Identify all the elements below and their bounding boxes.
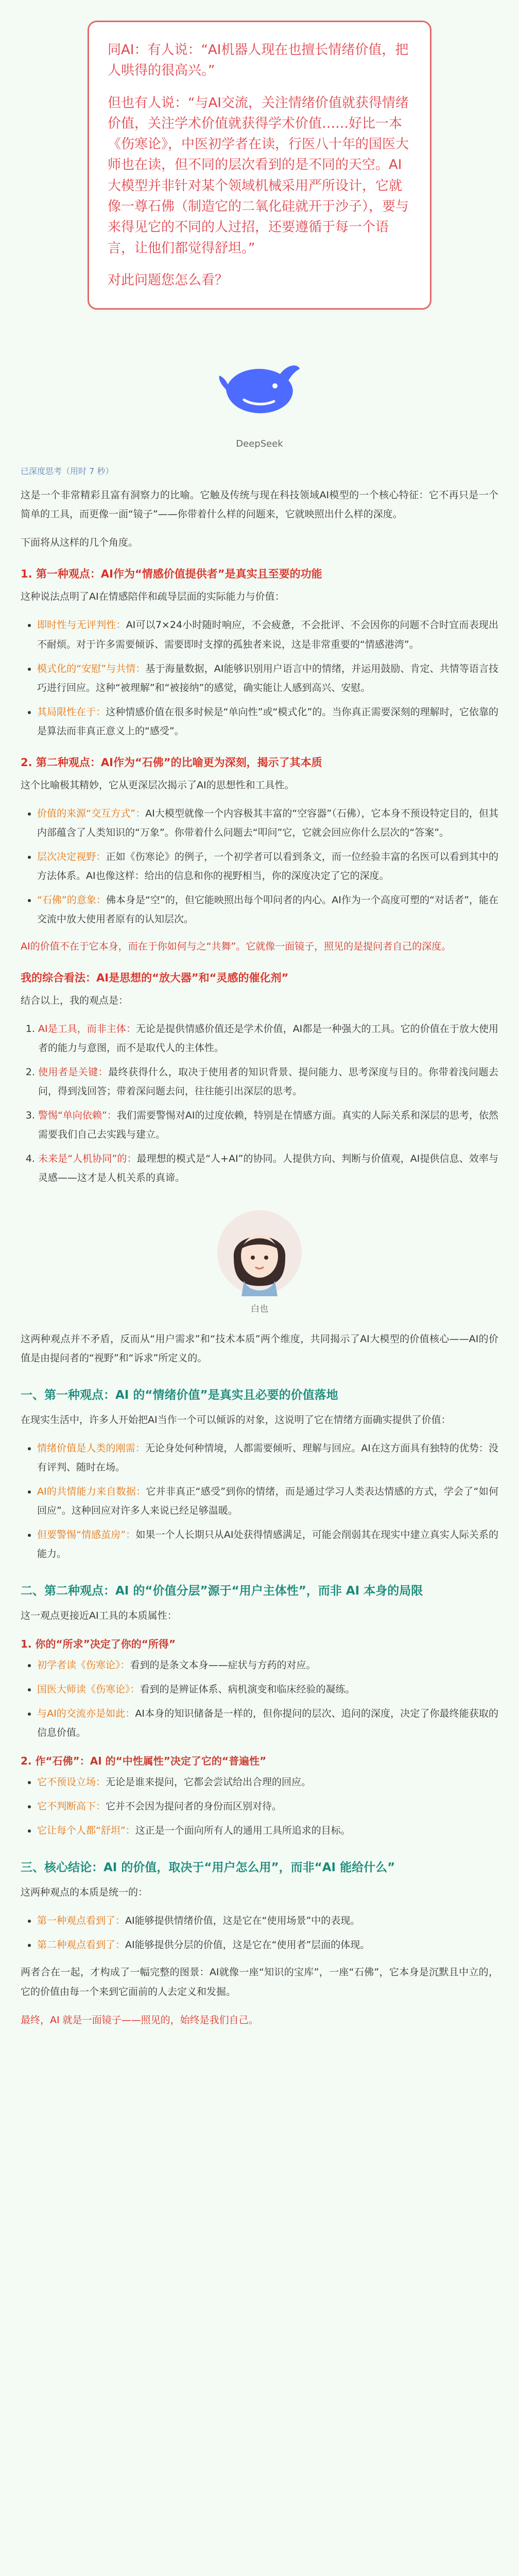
list-item: • 即时性与无评判性：AI可以7×24小时随时响应，不会疲惫，不会批评、不会因你的问题不合时宜而表现出不耐烦。对于许多需要倾诉、需要即时支撑的孤独者来说，这是非常重要的“情感港湾”。 xyxy=(37,616,498,654)
list-item: • 其局限性在于：这种情感价值在很多时候是“单向性”或“模式化”的。当你真正需要深刻的理解时，它依靠的是算法而非真正意义上的“感受”。 xyxy=(37,703,498,741)
paragraph: 两者合在一起，才构成了一幅完整的图景：AI就像一座“知识的宝库”，一座“石佛”，它本身是沉默且中立的，它的价值由每一个来到它面前的人去定义和发掘。 xyxy=(21,1967,498,1997)
list-item: • 但要警惕“情感茧房”：如果一个人长期只从AI处获得情感满足，可能会削弱其在现实中建立真实人际关系的能力。 xyxy=(37,1526,498,1564)
list-item: • 它让每个人都“舒坦”：这正是一个面向所有人的通用工具所追求的目标。 xyxy=(37,1821,498,1840)
section-heading: 2. 第二种观点：AI作为“石佛”的比喻更为深刻，揭示了其本质 xyxy=(21,756,322,769)
section-intro: 在现实生活中，许多人开始把AI当作一个可以倾诉的对象，这说明了它在情绪方面确实提供了价值： xyxy=(21,1414,451,1426)
subsection-heading: 2. 作“石佛”：AI 的“中性属性”决定了它的“普遍性” xyxy=(21,1755,267,1768)
avatar-block xyxy=(21,1209,498,1314)
avatar-name: 白也 xyxy=(251,1303,268,1314)
list-item: • 第二种观点看到了：AI能够提供分层的价值，这是它在“使用者”层面的体现。 xyxy=(37,1936,498,1955)
list-item: • 它不判断高下：它并不会因为提问者的身份而区别对待。 xyxy=(37,1797,498,1816)
section-heading: 三、核心结论：AI 的价值，取决于“用户怎么用”，而非“AI 能给什么” xyxy=(21,1861,395,1875)
section-heading: 二、第二种观点：AI 的“价值分层”源于“用户主体性”，而非 AI 本身的局限 xyxy=(21,1584,423,1598)
final-paragraph: 最终，AI 就是一面镜子——照见的，始终是我们自己。 xyxy=(21,2014,258,2026)
bullet-list xyxy=(21,1656,498,1742)
quote-card xyxy=(88,21,431,310)
intro-paragraph: 下面将从这样的几个角度。 xyxy=(21,537,139,549)
avatar xyxy=(216,1209,303,1296)
section-intro: 这个比喻极其精妙，它从更深层次揭示了AI的思想性和工具性。 xyxy=(21,779,295,791)
deepseek-whale-icon xyxy=(213,341,306,433)
deepseek-brand: DeepSeek xyxy=(236,438,283,450)
bullet-list xyxy=(21,1439,498,1564)
list-item: • 层次决定视野：正如《伤寒论》的例子，一个初学者可以看到条文，而一位经验丰富的名医可以看到其中的方法体系。AI也像这样：给出的信息和你的视野相当，你的深度决定了它的深度。 xyxy=(37,848,498,886)
quote-paragraph: 同AI：有人说：“AI机器人现在也擅长情绪价值，把人哄得的很高兴。” xyxy=(108,42,409,79)
list-item: 3. 警惕“单向依赖”：我们需要警惕对AI的过度依赖，特别是在情感方面。真实的人际关系和深层的思考，依然需要我们自己去实践与建立。 xyxy=(38,1106,498,1144)
list-item: • 与AI的交流亦是如此：AI本身的知识储备是一样的，但你提问的层次、追问的深度，决定了你最终能获取的信息价值。 xyxy=(37,1704,498,1742)
intro-paragraph: 这是一个非常精彩且富有洞察力的比喻。它触及传统与现在科技领域AI模型的一个核心特征：它不再只是一个简单的工具，而更像一面“镜子”——你带着什么样的问题来，它就映照出什么样的深度。 xyxy=(21,489,498,520)
numbered-list xyxy=(21,1020,498,1188)
section-heading: 一、第一种观点：AI 的“情绪价值”是真实且必要的价值落地 xyxy=(21,1388,338,1402)
section-intro: 结合以上，我的观点是： xyxy=(21,995,129,1007)
list-item: • 模式化的“安慰”与共情：基于海量数据，AI能够识别用户语言中的情绪，并运用鼓励、肯定、共情等语言技巧进行回应。这种“被理解”和“被接纳”的感觉，确实能让人感到高兴、安慰。 xyxy=(37,659,498,698)
bullet-list xyxy=(21,1911,498,1955)
bullet-list xyxy=(21,616,498,740)
bullet-list xyxy=(21,804,498,929)
list-item: • 初学者读《伤寒论》：看到的是条文本身——症状与方药的对应。 xyxy=(37,1656,498,1675)
closing-paragraph: AI的价值不在于它本身，而在于你如何与之“共舞”。它就像一面镜子，照见的是提问者自己的深度。 xyxy=(21,941,452,953)
deepseek-logo-block xyxy=(21,341,498,449)
thinking-time[interactable]: 已深度思考（用时 7 秒） xyxy=(21,466,114,477)
list-item: • AI的共情能力来自数据：它并非真正“感受”到你的情绪，而是通过学习人类表达情感的方式，学会了“如何回应”。这种回应对许多人来说已经足够温暖。 xyxy=(37,1482,498,1520)
list-item: • “石佛”的意象：佛本身是“空”的，但它能映照出每个叩问者的内心。AI作为一个高度可塑的“对话者”，能在交流中放大使用者原有的认知层次。 xyxy=(37,891,498,929)
list-item: • 价值的来源“交互方式”：AI大模型就像一个内容极其丰富的“空容器”（石佛），它本身不预设特定目的，但其内部蕴含了人类知识的“万象”。你带着什么问题去“叩问”它，它就会回应你什么层次的“答案”。 xyxy=(37,804,498,842)
section-intro: 这两种观点的本质是统一的： xyxy=(21,1887,148,1899)
section-heading: 1. 第一种观点：AI作为“情感价值提供者”是真实且至要的功能 xyxy=(21,568,322,581)
list-item: • 情绪价值是人类的刚需：无论身处何种情境，人都需要倾听、理解与回应。AI在这方面具有独特的优势：没有评判、随时在场。 xyxy=(37,1439,498,1477)
paragraph: 这两种观点并不矛盾，反而从“用户需求”和“技术本质”两个维度，共同揭示了AI大模型的价值核心——AI的价值是由提问者的“视野”和“诉求”所定义的。 xyxy=(21,1333,498,1364)
section-intro: 这种说法点明了AI在情感陪伴和疏导层面的实际能力与价值： xyxy=(21,591,285,603)
list-item: 2. 使用者是关键：最终获得什么，取决于使用者的知识背景、提问能力、思考深度与目的。你带着浅问题去问，得到浅回答；带着深问题去问，往往能引出深层的思考。 xyxy=(38,1063,498,1101)
subsection-heading: 1. 你的“所求”决定了你的“所得” xyxy=(21,1638,176,1650)
thinking-meta[interactable] xyxy=(21,465,498,477)
bullet-list xyxy=(21,1773,498,1840)
quote-paragraph: 但也有人说：“与AI交流，关注情绪价值就获得情绪价值，关注学术价值就获得学术价值……好比一本《伤寒论》，中医初学者在读，行医八十年的国医大师也在读，但不同的层次看到的是不同的天空。AI大模型并非针对某个领域机械采用严所设计，它就像一尊石佛（制造它的二氧化硅就开于沙子），要与来得见它的不同的人过招，还要遵循于每一个语言，让他们都觉得舒坦。” xyxy=(108,95,409,256)
list-item: • 第一种观点看到了：AI能够提供情绪价值，这是它在“使用场景”中的表现。 xyxy=(37,1911,498,1930)
section-intro: 这一观点更接近AI工具的本质属性： xyxy=(21,1609,177,1621)
list-item: • 它不预设立场：无论是谁来提问，它都会尝试给出合理的回应。 xyxy=(37,1773,498,1792)
section-heading: 我的综合看法：AI是思想的“放大器”和“灵感的催化剂” xyxy=(21,972,289,985)
list-item: • 国医大师读《伤寒论》：看到的是辨证体系、病机演变和临床经验的凝练。 xyxy=(37,1680,498,1699)
list-item: 1. AI是工具，而非主体：无论是提供情感价值还是学术价值，AI都是一种强大的工具。它的价值在于放大使用者的能力与意图，而不是取代人的主体性。 xyxy=(38,1020,498,1058)
list-item: 4. 未来是“人机协同”的：最理想的模式是“人+AI”的协同。人提供方向、判断与价值观，AI提供信息、效率与灵感——这才是人机关系的真谛。 xyxy=(38,1149,498,1188)
quote-question: 对此问题您怎么看？ xyxy=(108,272,229,288)
